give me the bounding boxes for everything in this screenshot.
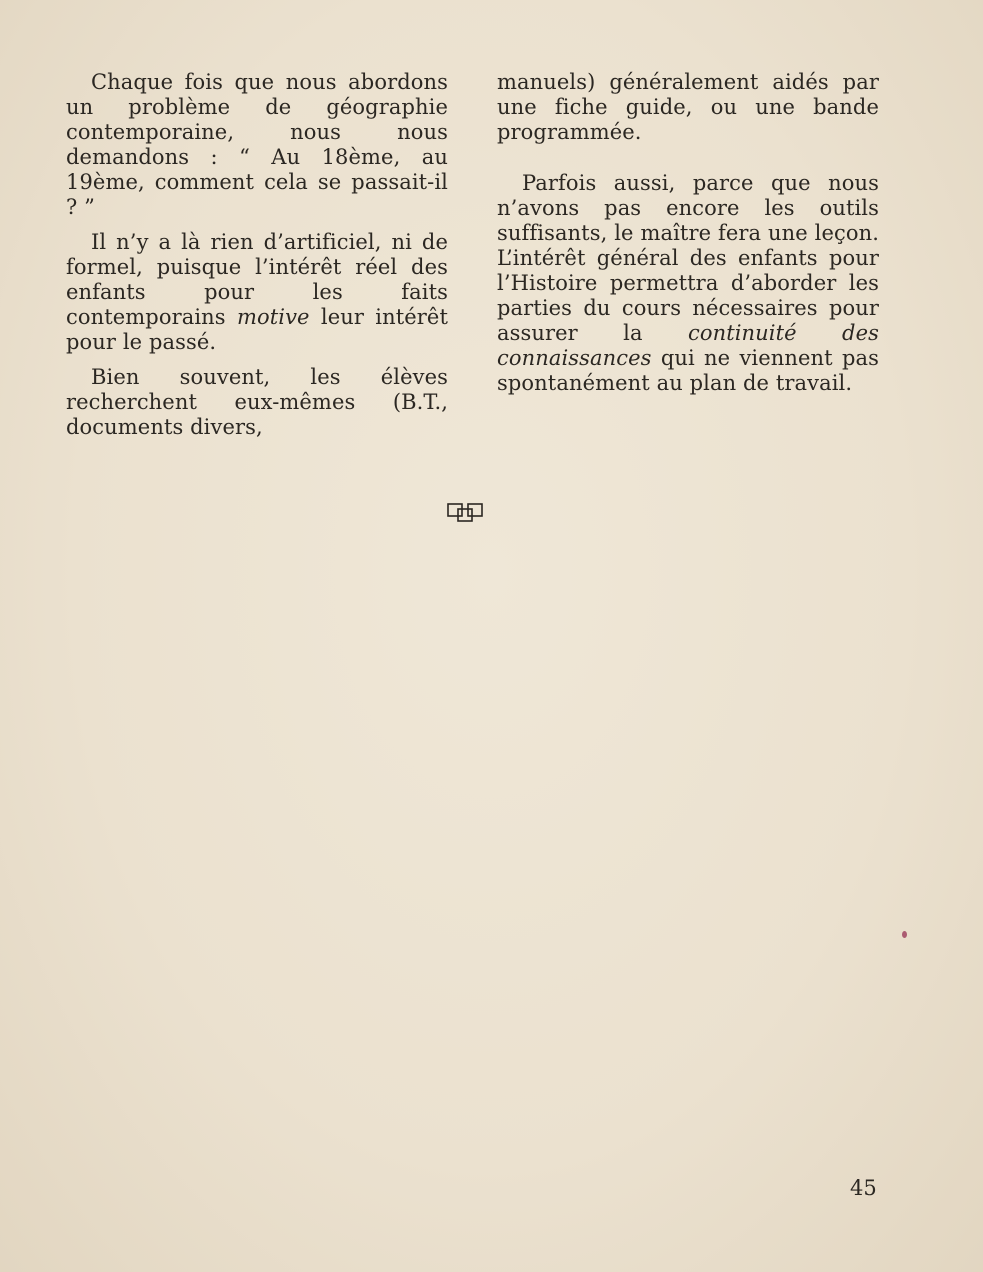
left-text-column	[66, 70, 448, 450]
paragraph-interest	[66, 230, 448, 355]
paragraph-geography	[66, 70, 448, 220]
paragraph-text: manuels) généralement aidés par une fiche guide, ou une bande programmée.	[497, 70, 879, 144]
paragraph-manuals	[497, 70, 879, 145]
page-number: 45	[850, 1176, 877, 1200]
paragraph-text: qui ne viennent pas spontanément au plan de travail.	[497, 346, 879, 395]
linked-squares-ornament-icon	[447, 500, 487, 526]
italic-emphasis: motive	[236, 305, 310, 329]
paragraph-text: leur intérêt pour le passé.	[66, 305, 448, 354]
paragraph-lesson	[497, 171, 879, 396]
paragraph-text: Il n’y a là rien d’artificiel, ni de formel, puisque l’intérêt réel des enfants pour les faits contemporains	[66, 230, 448, 329]
paragraph-text: Parfois aussi, parce que nous n’avons pas encore les outils suffisants, le maître fera une leçon. L’intérêt général des enfants pour l’Histoire permettra d’aborder les parties du cours nécessaires pour assurer la	[497, 171, 879, 345]
paragraph-research	[66, 365, 448, 440]
italic-emphasis: continuité des connaissances	[497, 321, 879, 370]
right-text-column	[497, 70, 879, 406]
paragraph-text: Chaque fois que nous abordons un problème de géographie contemporaine, nous nous demandons : “ Au 18ème, au 19ème, comment cela se passait-il ? ”	[66, 70, 448, 219]
ink-speck	[902, 931, 907, 938]
paragraph-text: Bien souvent, les élèves recherchent eux-mêmes (B.T., documents divers,	[66, 365, 448, 439]
